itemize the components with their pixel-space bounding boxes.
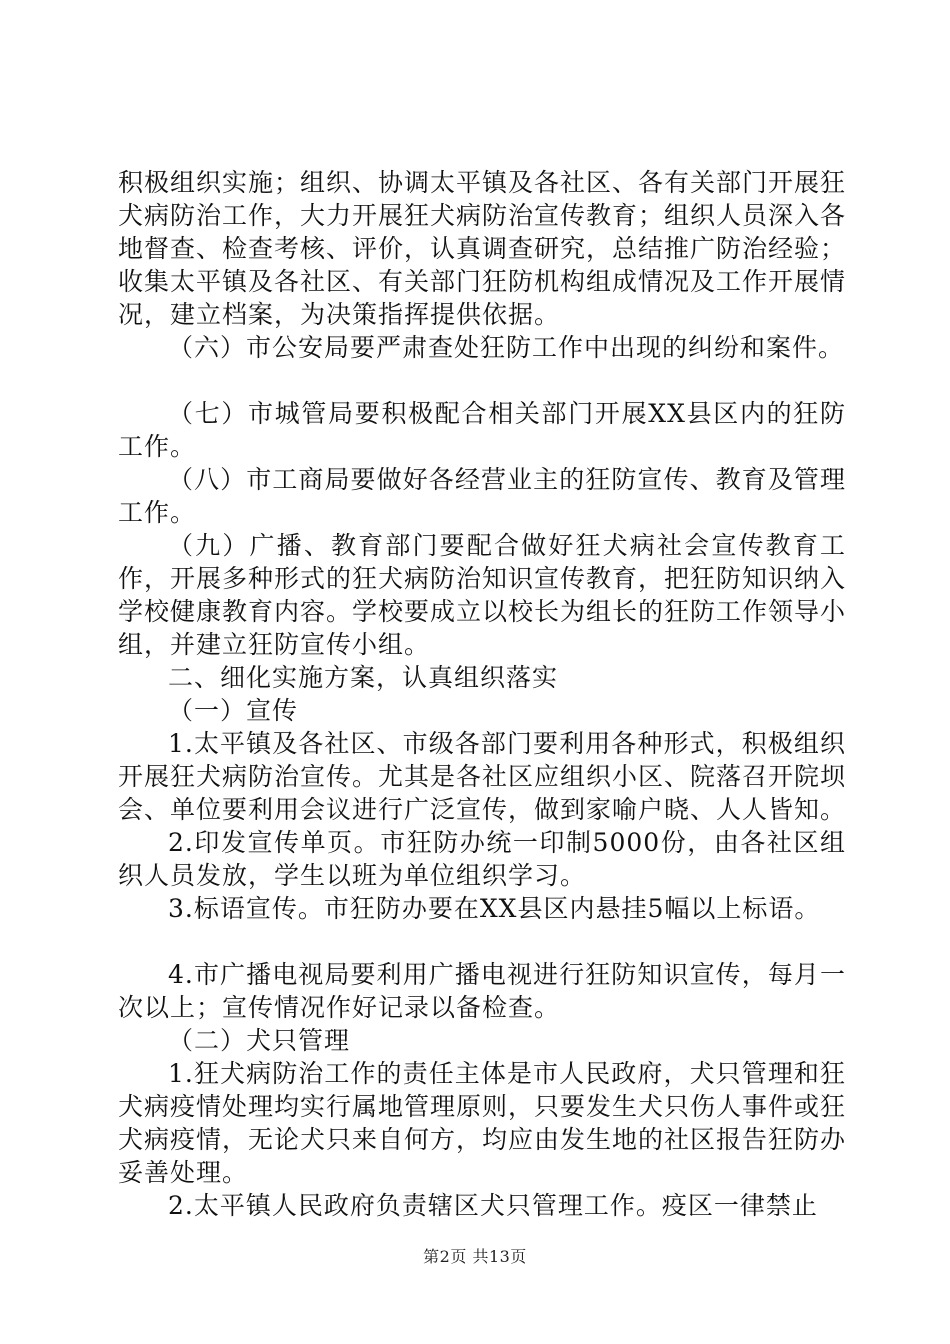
document-body [118, 166, 846, 1222]
subsection-heading-publicity: （一）宣传 [168, 696, 299, 725]
paragraph-continuation: 积极组织实施；组织、协调太平镇及各社区、各有关部门开展狂犬病防治工作，大力开展狂犬病防治宣传教育；组织人员深入各地督查、检查考核、评价，认真调查研究，总结推广防治经验；收集太平镇及各社区、有关部门狂防机构组成情况及工作开展情况，建立档案，为决策指挥提供依据。 [118, 168, 847, 329]
paragraph-item-6: （六）市公安局要严肃查处狂防工作中出现的纠纷和案件。 [168, 333, 845, 362]
publicity-item-1: 1.太平镇及各社区、市级各部门要利用各种形式，积极组织开展狂犬病防治宣传。尤其是各社区应组织小区、院落召开院坝会、单位要利用会议进行广泛宣传，做到家喻户晓、人人皆知。 [118, 729, 847, 824]
dog-management-item-2: 2.太平镇人民政府负责辖区犬只管理工作。疫区一律禁止 [168, 1191, 818, 1220]
section-heading-2: 二、细化实施方案，认真组织落实 [168, 663, 559, 692]
paragraph-item-9: （九）广播、教育部门要配合做好狂犬病社会宣传教育工作，开展多种形式的狂犬病防治知识宣传教育，把狂防知识纳入学校健康教育内容。学校要成立以校长为组长的狂防工作领导小组，并建立狂防宣传小组。 [118, 531, 847, 659]
paragraph-item-7: （七）市城管局要积极配合相关部门开展XX县区内的狂防工作。 [118, 399, 846, 461]
paragraph-item-8: （八）市工商局要做好各经营业主的狂防宣传、教育及管理工作。 [118, 465, 846, 527]
dog-management-item-1: 1.狂犬病防治工作的责任主体是市人民政府，犬只管理和狂犬病疫情处理均实行属地管理原则，只要发生犬只伤人事件或狂犬病疫情，无论犬只来自何方，均应由发生地的社区报告狂防办妥善处理。 [118, 1059, 847, 1187]
publicity-item-4: 4.市广播电视局要利用广播电视进行狂防知识宣传，每月一次以上；宣传情况作好记录以备检查。 [118, 960, 846, 1022]
publicity-item-3: 3.标语宣传。市狂防办要在XX县区内悬挂5幅以上标语。 [168, 894, 821, 923]
publicity-item-2: 2.印发宣传单页。市狂防办统一印制5000份，由各社区组织人员发放，学生以班为单位组织学习。 [118, 828, 846, 890]
page-number-footer: 第2页 共13页 [423, 1247, 527, 1266]
subsection-heading-dog-management: （二）犬只管理 [168, 1026, 351, 1055]
